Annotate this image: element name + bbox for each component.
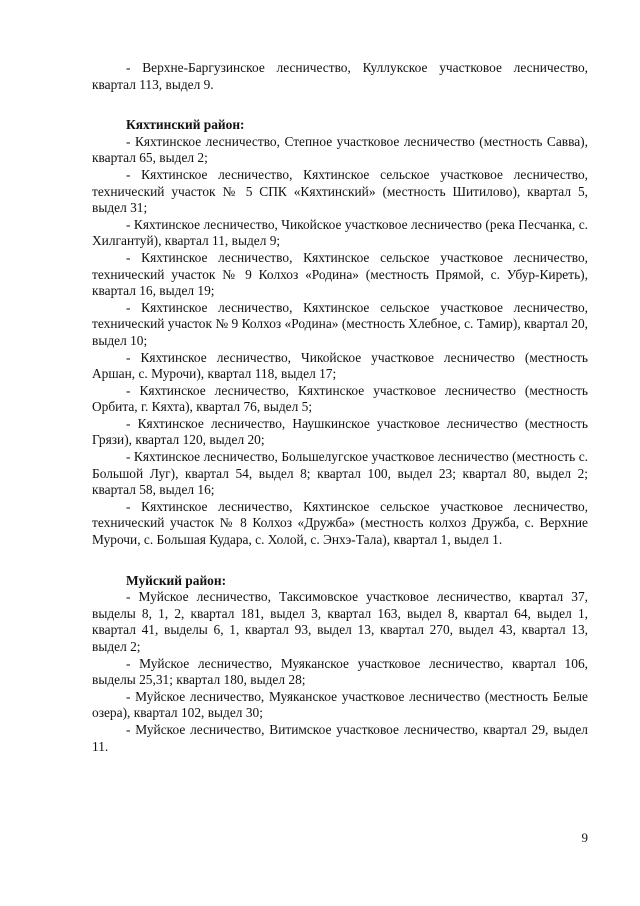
- list-item: - Кяхтинское лесничество, Кяхтинское сельское участковое лесничество, технический участок № 8 Колхоз «Дружба» (местность колхоз Дружба, с. Верхние Мурочи, с. Большая Кудара, с. Холой, с. Энхэ-Тала), квартал 1, выдел 1.: [92, 498, 588, 548]
- section-title: Кяхтинский район:: [126, 117, 245, 133]
- intro-entry: - Верхне-Баргузинское лесничество, Куллукское участковое лесничество, квартал 113, выдел 9.: [92, 60, 588, 92]
- list-item: - Кяхтинское лесничество, Чикойское участковое лесничество (река Песчанка, с. Хилгантуй), квартал 11, выдел 9;: [92, 216, 588, 249]
- list-item: - Кяхтинское лесничество, Кяхтинское сельское участковое лесничество, технический участок № 9 Колхоз «Родина» (местность Прямой, с. Убур-Киреть), квартал 16, выдел 19;: [92, 249, 588, 299]
- list-item: - Муйское лесничество, Муяканское участковое лесничество, квартал 106, выделы 25,31; квартал 180, выдел 28;: [92, 655, 588, 688]
- page-number: 9: [581, 830, 588, 845]
- section-title: Муйский район:: [126, 572, 227, 588]
- list-item: - Кяхтинское лесничество, Наушкинское участковое лесничество (местность Грязи), квартал 120, выдел 20;: [92, 415, 588, 448]
- list-item: - Кяхтинское лесничество, Кяхтинское сельское участковое лесничество, технический участок № 5 СПК «Кяхтинский» (местность Шитилово), квартал 5, выдел 31;: [92, 166, 588, 216]
- list-item: - Муйское лесничество, Таксимовское участковое лесничество, квартал 37, выделы 8, 1, 2, квартал 181, выдел 3, квартал 163, выдел 8, квартал 64, выдел 1, квартал 41, выделы 6, 1, квартал 93, выдел 13, квартал 270, выдел 43, квартал 13, выдел 2;: [92, 589, 588, 654]
- list-item: - Кяхтинское лесничество, Большелугское участковое лесничество (местность с. Большой Луг), квартал 54, выдел 8; квартал 100, выдел 23; квартал 80, выдел 2; квартал 58, выдел 16;: [92, 449, 588, 498]
- list-item: - Кяхтинское лесничество, Чикойское участковое лесничество (местность Аршан, с. Мурочи), квартал 118, выдел 17;: [92, 349, 588, 382]
- section-kyakhta: [92, 117, 588, 548]
- section-muya: [92, 573, 588, 756]
- document-body: [92, 60, 588, 755]
- list-item: - Муйское лесничество, Витимское участковое лесничество, квартал 29, выдел 11.: [92, 721, 588, 754]
- list-item: - Кяхтинское лесничество, Степное участковое лесничество (местность Савва), квартал 65, выдел 2;: [92, 133, 588, 166]
- list-item: - Муйское лесничество, Муяканское участковое лесничество (местность Белые озера), квартал 102, выдел 30;: [92, 688, 588, 721]
- list-item: - Кяхтинское лесничество, Кяхтинское сельское участковое лесничество, технический участок № 9 Колхоз «Родина» (местность Хлебное, с. Тамир), квартал 20, выдел 10;: [92, 299, 588, 348]
- list-item: - Кяхтинское лесничество, Кяхтинское участковое лесничество (местность Орбита, г. Кяхта), квартал 76, выдел 5;: [92, 382, 588, 415]
